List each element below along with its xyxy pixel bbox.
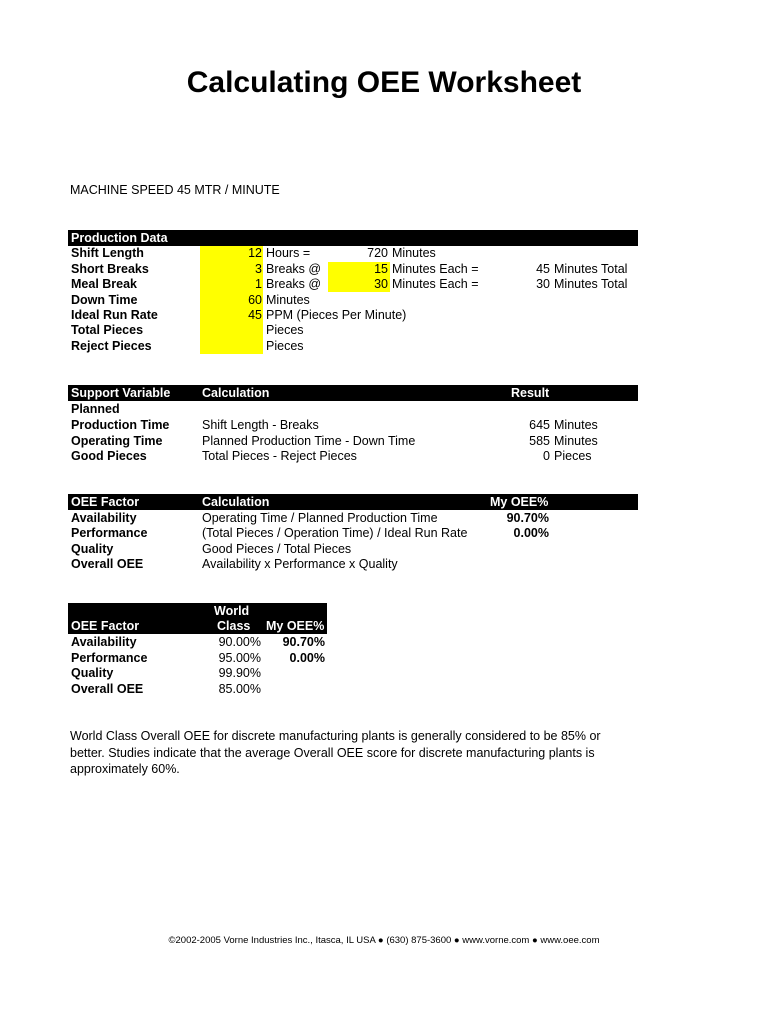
oee-header-my-oee: My OEE% [490,495,549,509]
support-header-calculation: Calculation [202,386,270,400]
short-breaks-label: Short Breaks [71,262,149,276]
oee-row-factor: Performance [71,526,148,540]
support-variable-header [68,385,638,401]
short-breaks-input[interactable]: 3 [255,262,262,276]
compare-header-world-line1: World [214,604,250,618]
reject-pieces-unit: Pieces [266,339,304,353]
compare-header-my-oee: My OEE% [266,619,325,633]
oee-row-calculation: Good Pieces / Total Pieces [202,542,352,556]
oee-row-calculation: Availability x Performance x Quality [202,557,398,571]
planned-label-line1: Planned [71,402,120,416]
shift-length-minutes-unit: Minutes [392,246,436,260]
reject-pieces-label: Reject Pieces [71,339,152,353]
good-pieces-result: 0 [543,449,550,463]
compare-row-factor: Performance [71,651,148,665]
production-data-header-label: Production Data [71,231,168,245]
short-breaks-each-input[interactable]: 15 [374,262,388,276]
down-time-label: Down Time [71,293,138,307]
operating-time-calculation: Planned Production Time - Down Time [202,434,416,448]
total-pieces-unit: Pieces [266,323,304,337]
meal-break-unit: Breaks @ [266,277,322,291]
operating-time-label: Operating Time [71,434,163,448]
meal-break-label: Meal Break [71,277,138,291]
compare-row-world: 99.90% [218,666,261,680]
compare-header-world-line2: Class [217,619,251,633]
short-breaks-total-unit: Minutes Total [554,262,628,276]
reject-pieces-input[interactable] [200,339,262,354]
support-header-variable: Support Variable [71,386,171,400]
operating-time-result: 585 [529,434,550,448]
shift-length-input[interactable]: 12 [248,246,262,260]
short-breaks-total: 45 [536,262,550,276]
planned-label-line2: Production Time [71,418,170,432]
good-pieces-result-unit: Pieces [554,449,592,463]
total-pieces-input[interactable] [200,323,262,338]
oee-row-calculation: (Total Pieces / Operation Time) / Ideal Run Rate [202,526,468,540]
meal-break-each-input[interactable]: 30 [374,277,388,291]
footer-copyright: ©2002-2005 Vorne Industries Inc., Itasca, IL USA ● (630) 875-3600 ● www.vorne.com ● www.oee.com [168,935,600,946]
production-data-header [68,230,638,246]
machine-speed-note: MACHINE SPEED 45 MTR / MINUTE [70,183,280,197]
page-title: Calculating OEE Worksheet [186,66,582,99]
oee-header-calculation: Calculation [202,495,270,509]
world-class-header [68,603,327,634]
oee-header-factor: OEE Factor [71,495,140,509]
support-header-result: Result [511,386,550,400]
compare-row-world: 90.00% [218,635,261,649]
down-time-input[interactable]: 60 [248,293,262,307]
planned-result: 645 [529,418,550,432]
good-pieces-label: Good Pieces [71,449,147,463]
short-breaks-unit: Breaks @ [266,262,322,276]
world-class-note: World Class Overall OEE for discrete manufacturing plants is generally considered to be 85% or better. Studies indicate that the average Overall OEE score for discrete manufacturing plants is approximately 60%. [70,729,601,776]
down-time-unit: Minutes [266,293,310,307]
oee-factor-header [68,494,638,510]
compare-row-factor: Availability [71,635,137,649]
ideal-run-rate-input[interactable]: 45 [248,308,262,322]
shift-length-minutes: 720 [367,246,388,260]
ideal-run-rate-label: Ideal Run Rate [71,308,158,322]
planned-calculation: Shift Length - Breaks [202,418,319,432]
meal-break-total: 30 [536,277,550,291]
good-pieces-calculation: Total Pieces - Reject Pieces [202,449,357,463]
oee-row-calculation: Operating Time / Planned Production Time [202,511,438,525]
compare-row-world: 95.00% [218,651,261,665]
compare-row-my: 90.70% [282,635,325,649]
compare-row-my: 0.00% [289,651,325,665]
ideal-run-rate-unit: PPM (Pieces Per Minute) [266,308,407,322]
meal-break-each-unit: Minutes Each = [392,277,479,291]
oee-row-value: 0.00% [513,526,549,540]
meal-break-total-unit: Minutes Total [554,277,628,291]
shift-length-unit: Hours = [266,246,311,260]
operating-time-result-unit: Minutes [554,434,598,448]
compare-row-factor: Quality [71,666,114,680]
total-pieces-label: Total Pieces [71,323,144,337]
shift-length-label: Shift Length [71,246,144,260]
compare-header-factor: OEE Factor [71,619,140,633]
compare-row-factor: Overall OEE [71,682,144,696]
meal-break-input[interactable]: 1 [255,277,262,291]
compare-row-world: 85.00% [218,682,261,696]
oee-row-factor: Overall OEE [71,557,144,571]
planned-result-unit: Minutes [554,418,598,432]
oee-row-factor: Quality [71,542,114,556]
oee-row-factor: Availability [71,511,137,525]
oee-row-value: 90.70% [506,511,549,525]
short-breaks-each-unit: Minutes Each = [392,262,479,276]
